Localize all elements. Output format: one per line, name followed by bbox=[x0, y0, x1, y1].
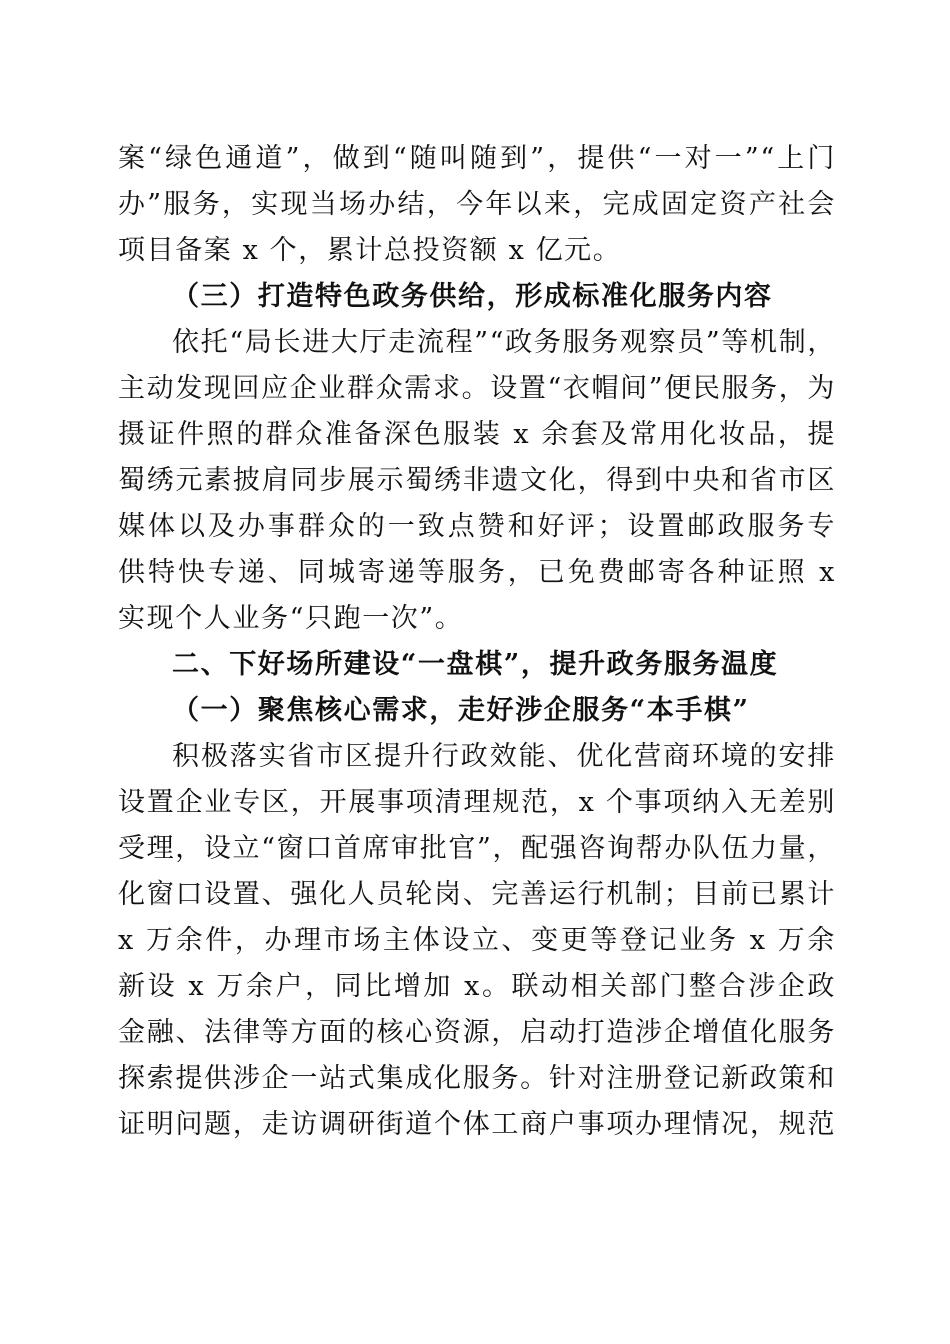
paragraph-line: 积极落实省市区提升行政效能、优化营商环境的安排 bbox=[172, 741, 836, 772]
paragraph-line: 依托“局长进大厅走流程”“政务服务观察员”等机制， bbox=[172, 327, 836, 358]
document-page bbox=[118, 136, 836, 1148]
paragraph-line: 证明问题，走访调研街道个体工商户事项办理情况，规范 bbox=[118, 1109, 836, 1140]
paragraph-line: 供特快专递、同城寄递等服务，已免费邮寄各种证照 x bbox=[118, 557, 836, 588]
paragraph-line: 受理，设立“窗口首席审批官”，配强咨询帮办队伍力量， bbox=[118, 833, 836, 864]
paragraph-line: 摄证件照的群众准备深色服装 x 余套及常用化妆品，提 bbox=[118, 419, 836, 450]
paragraph-line: 主动发现回应企业群众需求。设置“衣帽间”便民服务，为 bbox=[118, 373, 836, 404]
paragraph-line: 化窗口设置、强化人员轮岗、完善运行机制；目前已累计 bbox=[118, 879, 836, 910]
paragraph-line: 设置企业专区，开展事项清理规范，x 个事项纳入无差别 bbox=[118, 787, 836, 818]
section-heading-2: 二、下好场所建设“一盘棋”，提升政务服务温度 bbox=[172, 649, 779, 680]
subheading-3: （三）打造特色政务供给，形成标准化服务内容 bbox=[172, 281, 773, 312]
paragraph-line: 项目备案 x 个，累计总投资额 x 亿元。 bbox=[118, 235, 622, 266]
paragraph-line: 办”服务，实现当场办结，今年以来，完成固定资产社会 bbox=[118, 189, 836, 220]
paragraph-line: 金融、法律等方面的核心资源，启动打造涉企增值化服务 bbox=[118, 1017, 836, 1048]
paragraph-line: x 万余件，办理市场主体设立、变更等登记业务 x 万余 bbox=[118, 925, 836, 956]
paragraph-line: 蜀绣元素披肩同步展示蜀绣非遗文化，得到中央和省市区 bbox=[118, 465, 836, 496]
paragraph-line: 实现个人业务“只跑一次”。 bbox=[118, 603, 464, 634]
subheading-1: （一）聚焦核心需求，走好涉企服务“本手棋” bbox=[172, 695, 750, 726]
paragraph-line: 媒体以及办事群众的一致点赞和好评；设置邮政服务专 bbox=[118, 511, 836, 542]
paragraph-line: 探索提供涉企一站式集成化服务。针对注册登记新政策和 bbox=[118, 1063, 836, 1094]
paragraph-line: 新设 x 万余户，同比增加 x。联动相关部门整合涉企政 bbox=[118, 971, 836, 1002]
paragraph-line: 案“绿色通道”，做到“随叫随到”，提供“一对一”“上门 bbox=[118, 143, 836, 174]
